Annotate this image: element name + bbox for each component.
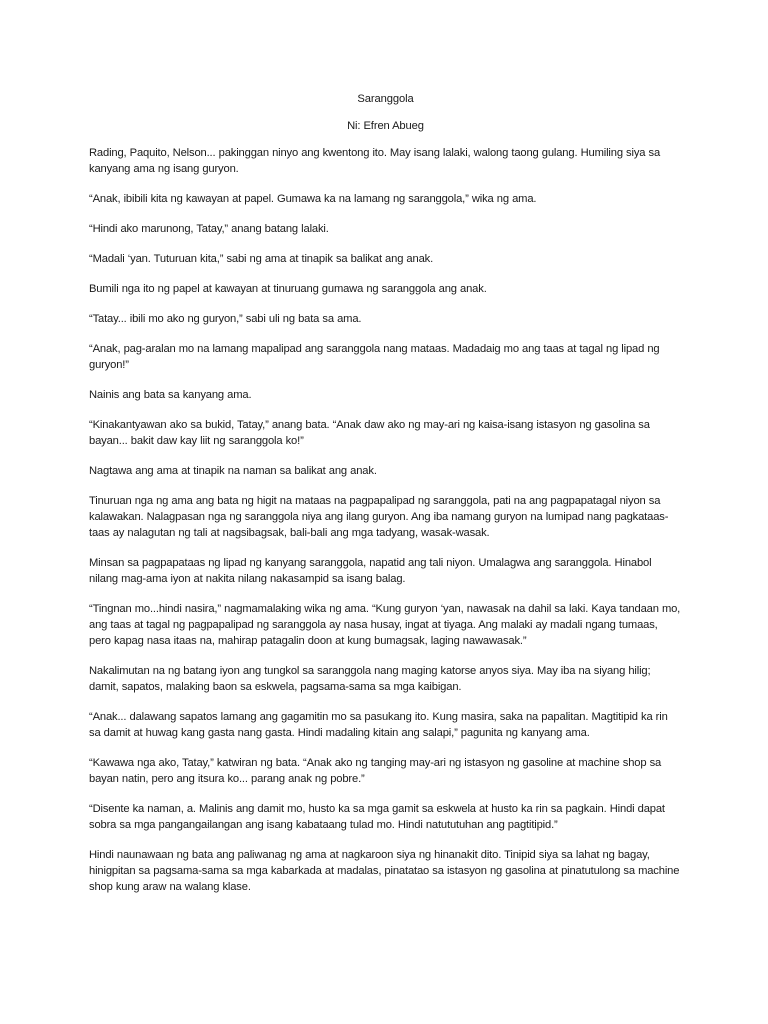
paragraph-18: Hindi naunawaan ng bata ang paliwanag ng ama at nagkaroon siya ng hinanakit dito. Tinipid siya sa lahat ng bagay, hinigpitan sa pagsama-sama sa mga kabarkada at madalas, pinatatao sa istasyon ng gasolina at pinatutulong sa machine shop kung araw na walang klase. xyxy=(89,849,680,893)
paragraph-9: “Kinakantyawan ako sa bukid, Tatay,” anang bata. “Anak daw ako ng may-ari ng kaisa-isang istasyon ng gasolina sa bayan... bakit daw kay liit ng saranggola ko!” xyxy=(89,419,650,447)
story-author: Ni: Efren Abueg xyxy=(347,120,424,132)
paragraph-14: Nakalimutan na ng batang iyon ang tungkol sa saranggola nang maging katorse anyos siya. May iba na siyang hilig; damit, sapatos, malaking baon sa eskwela, pagsama-sama sa mga kaibigan. xyxy=(89,665,651,693)
paragraph-7: “Anak, pag-aralan mo na lamang mapalipad ang saranggola nang mataas. Madadaig mo ang taas at tagal ng lipad ng guryon!” xyxy=(89,343,660,371)
paragraph-4: “Madali ‘yan. Tuturuan kita,” sabi ng ama at tinapik sa balikat ang anak. xyxy=(89,253,434,265)
paragraph-13: “Tingnan mo...hindi nasira,” nagmamalaking wika ng ama. “Kung guryon ‘yan, nawasak na dahil sa laki. Kaya tandaan mo, ang taas at tagal ng pagpapalipad ng saranggola ay nasa husay, ingat at tiyaga. Ang malaki ay madali ngang tumaas, pero kapag nasa itaas na, mahirap patagalin doon at kung bumagsak, laging nawawasak.” xyxy=(89,603,681,647)
story-body xyxy=(89,145,682,895)
paragraph-8: Nainis ang bata sa kanyang ama. xyxy=(89,389,252,401)
paragraph-5: Bumili nga ito ng papel at kawayan at tinuruang gumawa ng saranggola ang anak. xyxy=(89,283,487,295)
paragraph-3: “Hindi ako marunong, Tatay,” anang batang lalaki. xyxy=(89,223,329,235)
story-title: Saranggola xyxy=(357,93,414,105)
paragraph-15: “Anak... dalawang sapatos lamang ang gagamitin mo sa pasukang ito. Kung masira, saka na papalitan. Magtitipid ka rin sa damit at huwag kang gasta nang gasta. Hindi madaling kitain ang salapi,” pagunita ng kanyang ama. xyxy=(89,711,668,739)
paragraph-16: “Kawawa nga ako, Tatay,” katwiran ng bata. “Anak ako ng tanging may-ari ng istasyon ng gasoline at machine shop sa bayan natin, pero ang itsura ko... parang anak ng pobre.” xyxy=(89,757,662,785)
paragraph-12: Minsan sa pagpapataas ng lipad ng kanyang saranggola, napatid ang tali niyon. Umalagwa ang saranggola. Hinabol nilang mag-ama iyon at nakita nilang nakasampid sa isang balag. xyxy=(89,557,652,585)
paragraph-6: “Tatay... ibili mo ako ng guryon,” sabi uli ng bata sa ama. xyxy=(89,313,362,325)
paragraph-1: Rading, Paquito, Nelson... pakinggan ninyo ang kwentong ito. May isang lalaki, walong taong gulang. Humiling siya sa kanyang ama ng isang guryon. xyxy=(89,147,661,175)
paragraph-2: “Anak, ibibili kita ng kawayan at papel. Gumawa ka na lamang ng saranggola,” wika ng ama. xyxy=(89,193,537,205)
paragraph-17: “Disente ka naman, a. Malinis ang damit mo, husto ka sa mga gamit sa eskwela at husto ka rin sa pagkain. Hindi dapat sobra sa mga pangangailangan ang isang kabataang tulad mo. Hindi natututuhan ang pagtitipid.” xyxy=(89,803,665,831)
paragraph-10: Nagtawa ang ama at tinapik na naman sa balikat ang anak. xyxy=(89,465,377,477)
paragraph-11: Tinuruan nga ng ama ang bata ng higit na mataas na pagpapalipad ng saranggola, pati na ang pagpapatagal niyon sa kalawakan. Nalagpasan nga ng saranggola niya ang ilang guryon. Ang iba namang guryon na lumipad nang pagkataas-taas ay nalagutan ng tali at nagsibagsak, bali-bali ang mga tadyang, wasak-wasak. xyxy=(89,495,669,539)
